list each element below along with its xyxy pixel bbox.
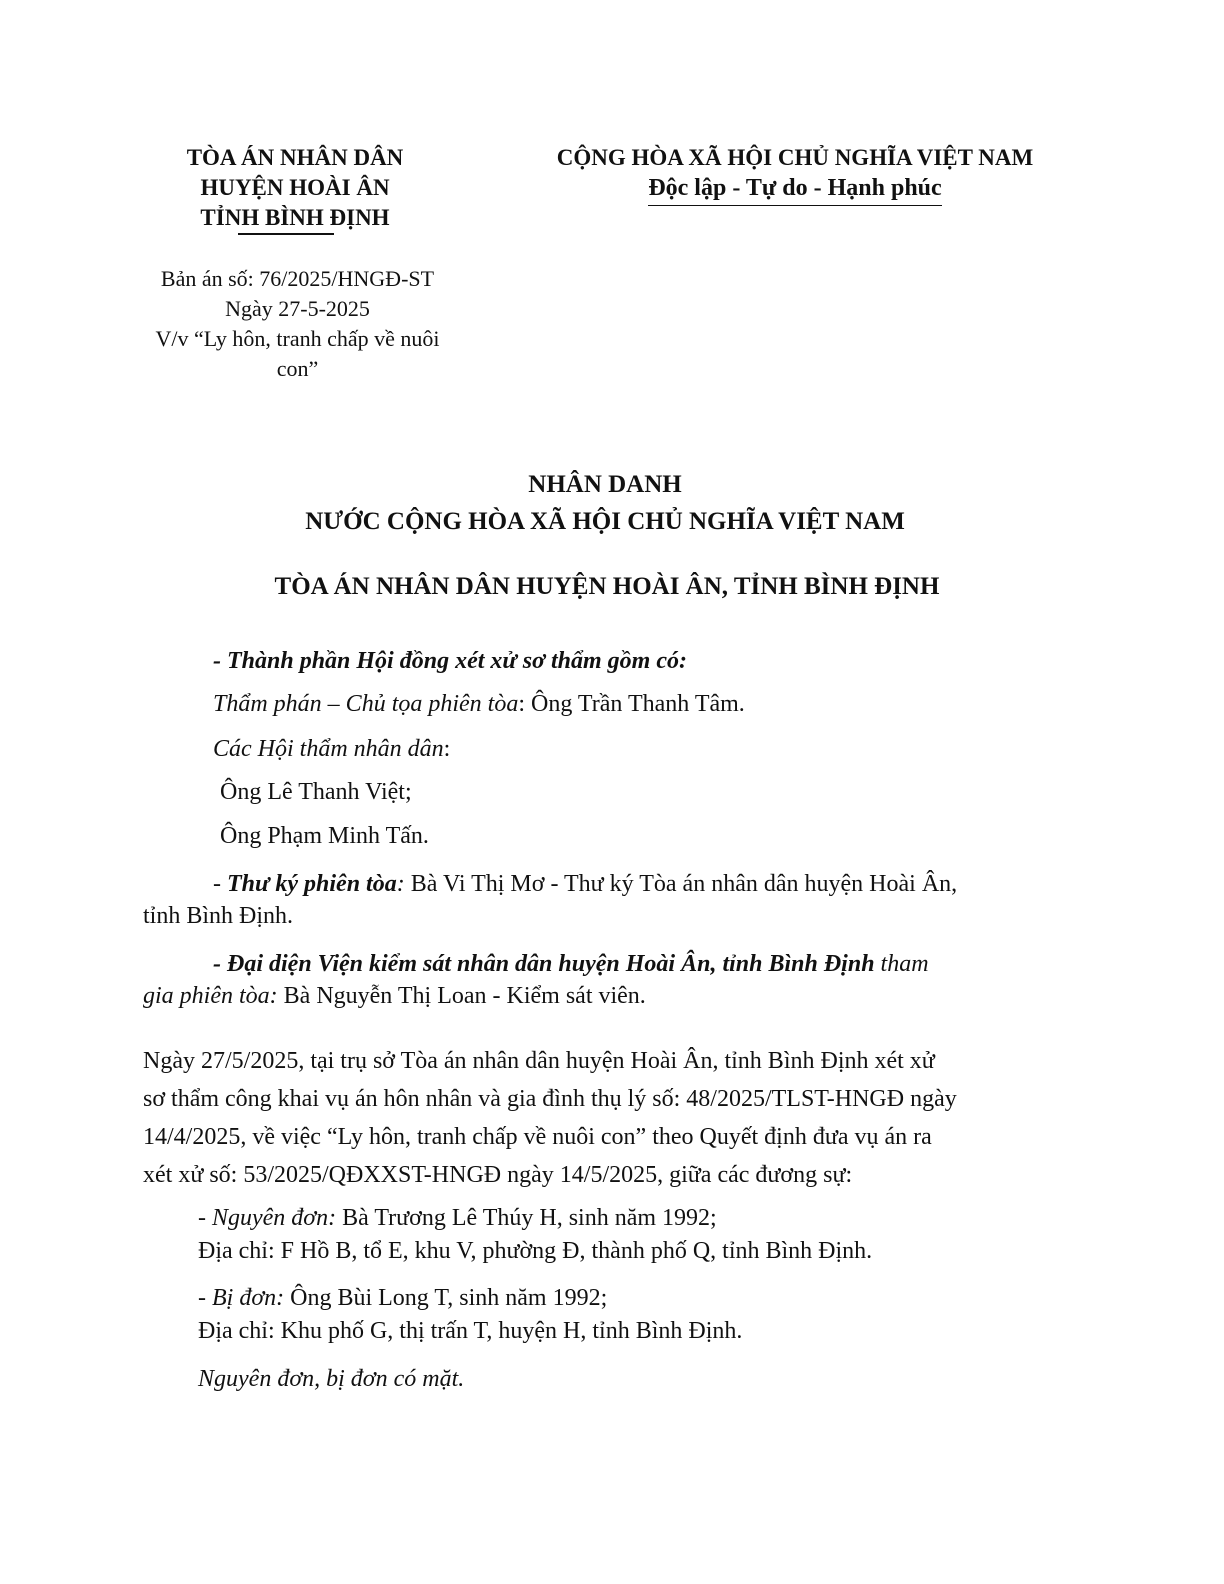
judge-label: Thẩm phán – Chủ tọa phiên tòa (213, 691, 519, 717)
issuing-court (130, 143, 460, 233)
national-motto: Độc lập - Tự do - Hạnh phúc (648, 173, 941, 206)
hearing-line-4: xét xử số: 53/2025/QĐXXST-HNGĐ ngày 14/5/2025, giữa các đương sự: (143, 1162, 853, 1188)
title-line-2: NƯỚC CỘNG HÒA XÃ HỘI CHỦ NGHĨA VIỆT NAM (305, 508, 905, 535)
plaintiff-label: - Nguyên đơn: (198, 1205, 337, 1231)
procuracy-tail-2: gia phiên tòa: (143, 983, 278, 1009)
national-header (500, 143, 1090, 206)
case-subject-line-1: V/v “Ly hôn, tranh chấp về nuôi (155, 326, 440, 351)
assessors-line (213, 733, 450, 765)
procuracy-label: - Đại diện Viện kiểm sát nhân dân huyện Hoài Ân, tỉnh Bình Định (213, 951, 875, 977)
case-info (115, 264, 480, 384)
procuracy-tail-1: tham (874, 951, 929, 977)
plaintiff-line (198, 1202, 717, 1234)
republic-name: CỘNG HÒA XÃ HỘI CHỦ NGHĨA VIỆT NAM (556, 145, 1034, 170)
defendant-name: Ông Bùi Long T, sinh năm 1992; (284, 1285, 608, 1311)
court-line-2: HUYỆN HOÀI ÂN (200, 175, 390, 200)
court-full-name: TÒA ÁN NHÂN DÂN HUYỆN HOÀI ÂN, TỈNH BÌNH ĐỊNH (274, 573, 940, 600)
court-underline (238, 233, 334, 235)
court-line-3: TỈNH BÌNH ĐỊNH (200, 205, 390, 230)
clerk-label: Thư ký phiên tòa (227, 871, 397, 897)
panel-heading: - Thành phần Hội đồng xét xử sơ thẩm gồm có: (213, 648, 687, 674)
defendant-label: - Bị đơn: (198, 1285, 285, 1311)
clerk-text-2: tỉnh Bình Định. (143, 903, 294, 929)
assessor-2: Ông Phạm Minh Tấn. (220, 823, 429, 849)
judge-line (213, 688, 745, 720)
case-subject-line-2: con” (276, 356, 319, 381)
plaintiff-name: Bà Trương Lê Thúy H, sinh năm 1992; (336, 1205, 717, 1231)
clerk-text-1: Bà Vi Thị Mơ - Thư ký Tòa án nhân dân huyện Hoài Ân, (410, 871, 958, 897)
defendant-address: Địa chỉ: Khu phố G, thị trấn T, huyện H, tỉnh Bình Định. (198, 1318, 743, 1344)
assessors-label: Các Hội thẩm nhân dân (213, 736, 444, 762)
hearing-line-1: Ngày 27/5/2025, tại trụ sở Tòa án nhân dân huyện Hoài Ân, tỉnh Bình Định xét xử (143, 1048, 935, 1074)
clerk-paragraph (143, 868, 1069, 932)
document-title (0, 466, 1210, 540)
hearing-line-2: sơ thẩm công khai vụ án hôn nhân và gia đình thụ lý số: 48/2025/TLST-HNGĐ ngày (143, 1086, 957, 1112)
procuracy-paragraph (143, 948, 1069, 1012)
clerk-colon: : (396, 871, 411, 897)
procuracy-text: Bà Nguyễn Thị Loan - Kiểm sát viên. (277, 983, 646, 1009)
hearing-line-3: 14/4/2025, về việc “Ly hôn, tranh chấp về nuôi con” theo Quyết định đưa vụ án ra (143, 1124, 932, 1150)
presence-note: Nguyên đơn, bị đơn có mặt. (198, 1366, 465, 1392)
case-date: Ngày 27-5-2025 (225, 296, 370, 321)
hearing-paragraph (143, 1042, 1069, 1194)
case-number: Bản án số: 76/2025/HNGĐ-ST (160, 266, 435, 291)
title-line-1: NHÂN DANH (528, 471, 682, 498)
court-line-1: TÒA ÁN NHÂN DÂN (186, 145, 404, 170)
assessor-1: Ông Lê Thanh Việt; (220, 779, 412, 805)
plaintiff-address: Địa chỉ: F Hồ B, tổ E, khu V, phường Đ, thành phố Q, tỉnh Bình Định. (198, 1238, 873, 1264)
assessors-colon: : (443, 736, 451, 762)
defendant-line (198, 1282, 607, 1314)
clerk-dash: - (213, 871, 227, 897)
judge-name: : Ông Trần Thanh Tâm. (518, 691, 745, 717)
